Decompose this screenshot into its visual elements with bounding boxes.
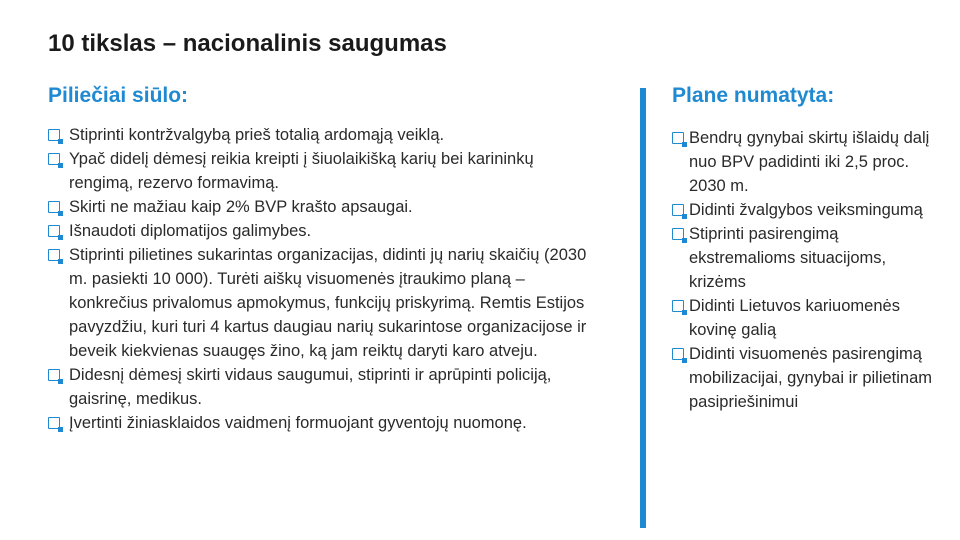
list-item-text: Didinti Lietuvos kariuomenės kovinę galią (689, 297, 900, 339)
checkbox-bullet-icon (672, 348, 684, 360)
list-item-text: Didinti žvalgybos veiksmingumą (689, 201, 923, 219)
checkbox-bullet-icon (48, 249, 60, 261)
slide-title: 10 tikslas – nacionalinis saugumas (48, 30, 447, 57)
list-item (672, 126, 937, 198)
list-item (48, 243, 588, 363)
list-item (48, 411, 588, 435)
column-divider (640, 88, 646, 528)
checkbox-bullet-icon (48, 129, 60, 141)
list-item-text: Stiprinti pilietines sukarintas organizacijas, didinti jų narių skaičių (2030 m. pasiekti 10 000). Turėti aiškų visuomenės įtraukimo planą – konkrečius privalomus apmokymus, funkcijų priskyrimą. Remtis Estijos pavyzdžiu, kuri turi 4 kartus daugiau narių sukarintose organizacijose ir beveik kiekvienas suaugęs žino, ką jam reiktų daryti karo atveju. (69, 246, 587, 360)
checkbox-bullet-icon (672, 204, 684, 216)
list-item (672, 198, 937, 222)
list-item-text: Skirti ne mažiau kaip 2% BVP krašto apsaugai. (69, 198, 413, 216)
checkbox-bullet-icon (48, 201, 60, 213)
right-bullet-list (672, 126, 937, 414)
list-item-text: Didesnį dėmesį skirti vidaus saugumui, stiprinti ir aprūpinti policiją, gaisrinę, medikus. (69, 366, 552, 408)
left-column-heading: Piliečiai siūlo: (48, 84, 189, 107)
list-item-text: Išnaudoti diplomatijos galimybes. (69, 222, 312, 240)
checkbox-bullet-icon (672, 132, 684, 144)
checkbox-bullet-icon (48, 369, 60, 381)
left-bullet-list (48, 123, 588, 435)
list-item-text: Įvertinti žiniasklaidos vaidmenį formuojant gyventojų nuomonę. (69, 414, 527, 432)
list-item (48, 195, 588, 219)
list-item (48, 147, 588, 195)
right-column-heading: Plane numatyta: (672, 84, 835, 107)
list-item (672, 342, 937, 414)
list-item (672, 222, 937, 294)
checkbox-bullet-icon (48, 417, 60, 429)
checkbox-bullet-icon (48, 225, 60, 237)
checkbox-bullet-icon (672, 228, 684, 240)
list-item-text: Bendrų gynybai skirtų išlaidų dalį nuo BPV padidinti iki 2,5 proc. 2030 m. (689, 129, 930, 195)
list-item-text: Ypač didelį dėmesį reikia kreipti į šiuolaikišką karių bei karininkų rengimą, rezervo formavimą. (69, 150, 534, 192)
list-item (672, 294, 937, 342)
checkbox-bullet-icon (48, 153, 60, 165)
list-item-text: Didinti visuomenės pasirengimą mobilizacijai, gynybai ir pilietinam pasipriešinimui (689, 345, 933, 411)
checkbox-bullet-icon (672, 300, 684, 312)
list-item-text: Stiprinti pasirengimą ekstremalioms situacijoms, krizėms (689, 225, 887, 291)
list-item (48, 123, 588, 147)
list-item-text: Stiprinti kontržvalgybą prieš totalią ardomąją veiklą. (69, 126, 445, 144)
list-item (48, 363, 588, 411)
list-item (48, 219, 588, 243)
